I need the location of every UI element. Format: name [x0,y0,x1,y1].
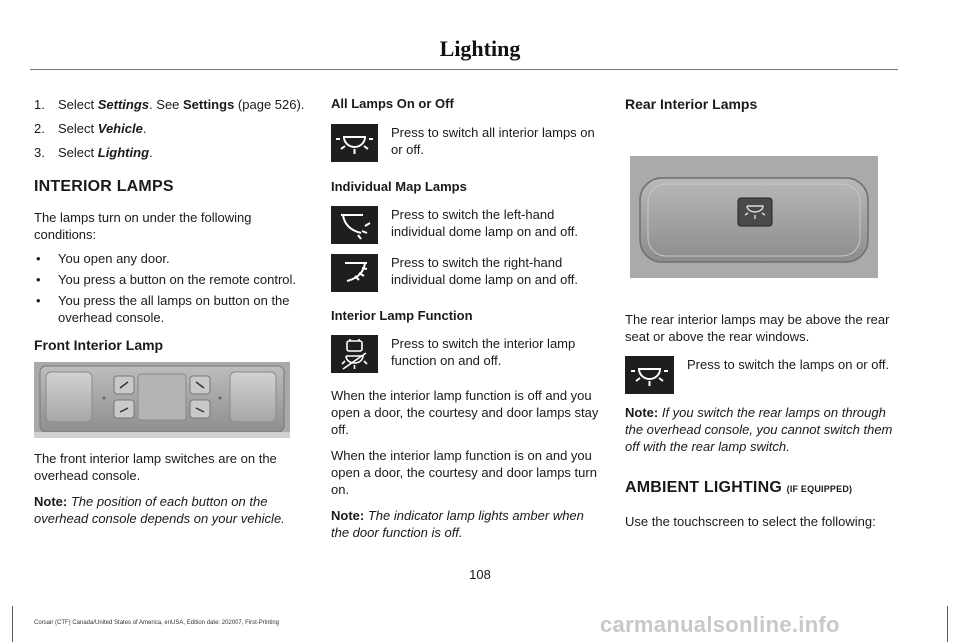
lamp-function-row [331,335,603,373]
rear-lamp-icon [625,356,674,394]
column-right [625,96,900,112]
indicator-note: Note: The indicator lamp lights amber when the door function is off. [331,508,584,540]
column-right-lower [625,311,900,530]
map-left-text: Press to switch the left-hand individual dome lamp on and off. [391,207,578,239]
front-lamp-heading: Front Interior Lamp [34,337,164,353]
all-lamps-heading: All Lamps On or Off [331,96,454,111]
all-lamps-row [331,124,603,162]
settings-reference-link[interactable]: Settings [183,97,235,112]
rear-lamp-text: Press to switch the lamps on or off. [687,357,890,372]
rear-lamp-row [625,356,900,394]
function-off-paragraph: When the interior lamp function is off and you open a door, the courtesy and door lamps stay off. [331,388,599,437]
interior-intro: The lamps turn on under the following conditions: [34,210,252,242]
rear-lamp-image [630,156,878,278]
ambient-desc: Use the touchscreen to select the following: [625,514,876,529]
all-lamps-icon [331,124,378,162]
page-title: Lighting [439,36,521,61]
ambient-lighting-heading: AMBIENT LIGHTING (IF EQUIPPED) [625,479,853,496]
watermark: carmanualsonline.info [600,612,840,637]
conditions-list [34,250,309,326]
function-on-paragraph: When the interior lamp function is on and you open a door, the courtesy and door lamps turn on. [331,448,597,497]
front-lamp-desc: The front interior lamp switches are on the overhead console. [34,451,277,483]
lamp-function-text: Press to switch the interior lamp function on and off. [391,336,576,368]
corner-mark-left [12,606,13,642]
step-2: 2. Select Vehicle. [34,121,147,136]
rear-lamps-heading: Rear Interior Lamps [625,96,758,112]
map-right-text: Press to switch the right-hand individual dome lamp on and off. [391,255,578,287]
edition-text: Corsair (CTF) Canada/United States of America, enUSA, Edition date: 202007, First-Printing [34,620,280,626]
corner-mark-right [947,606,948,642]
column-left-lower [34,450,309,527]
step-3: 3. Select Lighting. [34,145,153,160]
rear-note: Note: If you switch the rear lamps on through the overhead console, you cannot switch them off with the rear lamp switch. [625,405,893,454]
column-left [34,96,309,353]
list-item: • You press the all lamps on button on the overhead console. [34,292,309,326]
map-right-row [331,254,603,292]
map-left-row [331,206,603,244]
front-console-image [34,362,290,438]
column-middle [331,96,603,541]
right-map-lamp-icon [331,254,378,292]
list-item: • You press a button on the remote control. [34,271,309,288]
left-map-lamp-icon [331,206,378,244]
all-lamps-text: Press to switch all interior lamps on or off. [391,125,595,157]
list-item: • You open any door. [34,250,309,267]
header-divider [30,69,898,70]
door-lamp-function-icon [331,335,378,373]
lamp-function-heading: Interior Lamp Function [331,308,473,323]
interior-lamps-heading: INTERIOR LAMPS [34,178,174,195]
step-1: 1. Select Settings. See Settings (page 526). [34,97,305,112]
page-number: 108 [469,567,491,582]
front-note: Note: The position of each button on the overhead console depends on your vehicle. [34,494,285,526]
rear-lamps-desc: The rear interior lamps may be above the rear seat or above the rear windows. [625,312,890,344]
map-lamps-heading: Individual Map Lamps [331,179,467,194]
